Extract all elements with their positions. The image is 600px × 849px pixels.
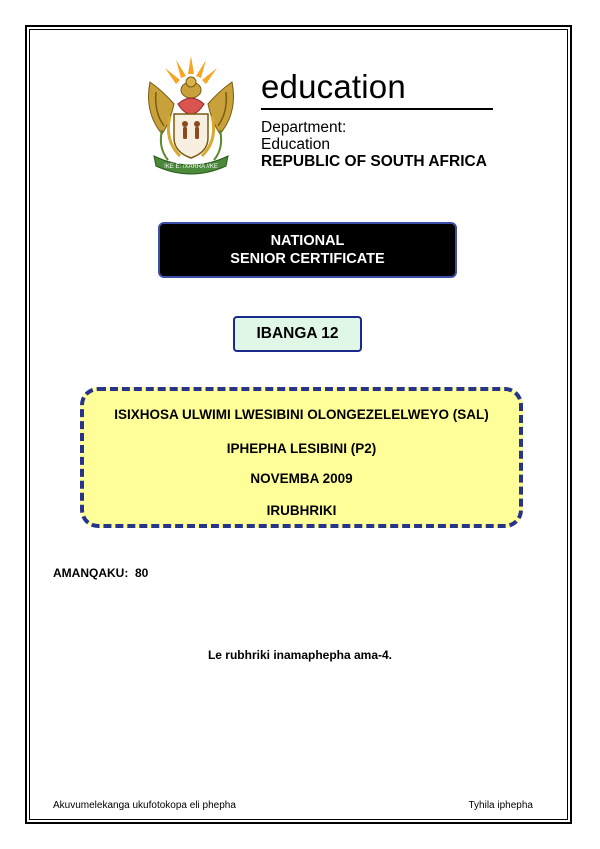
page-count-note: Le rubhriki inamaphepha ama-4. bbox=[207, 648, 393, 662]
department-name: Education bbox=[261, 136, 330, 153]
total-marks: AMANQAKU: 80 bbox=[53, 566, 149, 580]
country-name: REPUBLIC OF SOUTH AFRICA bbox=[261, 153, 487, 170]
subject-language: ISIXHOSA ULWIMI LWESIBINI OLONGEZELELWEYO (SAL) bbox=[114, 407, 489, 422]
department-label: Department: bbox=[261, 119, 347, 136]
subject-paper: IPHEPHA LESIBINI (P2) bbox=[226, 441, 377, 456]
certificate-banner bbox=[158, 222, 457, 278]
subject-type: IRUBHRIKI bbox=[266, 503, 337, 518]
turn-page-note: Tyhila iphepha bbox=[468, 800, 533, 811]
coat-of-arms-logo bbox=[140, 52, 242, 180]
copyright-notice: Akuvumelekanga ukufotokopa eli phepha bbox=[53, 800, 236, 811]
logo-divider bbox=[261, 108, 493, 110]
education-logo-title: education bbox=[261, 68, 406, 105]
subject-panel bbox=[80, 387, 523, 528]
subject-session: NOVEMBA 2009 bbox=[250, 471, 353, 486]
svg-text:!KE E: /XARRA //KE: !KE E: /XARRA //KE bbox=[164, 164, 218, 170]
certificate-line-2: SENIOR CERTIFICATE bbox=[230, 251, 385, 267]
department-block bbox=[261, 119, 487, 170]
certificate-line-1: NATIONAL bbox=[270, 233, 345, 249]
grade-badge: IBANGA 12 bbox=[233, 316, 362, 352]
